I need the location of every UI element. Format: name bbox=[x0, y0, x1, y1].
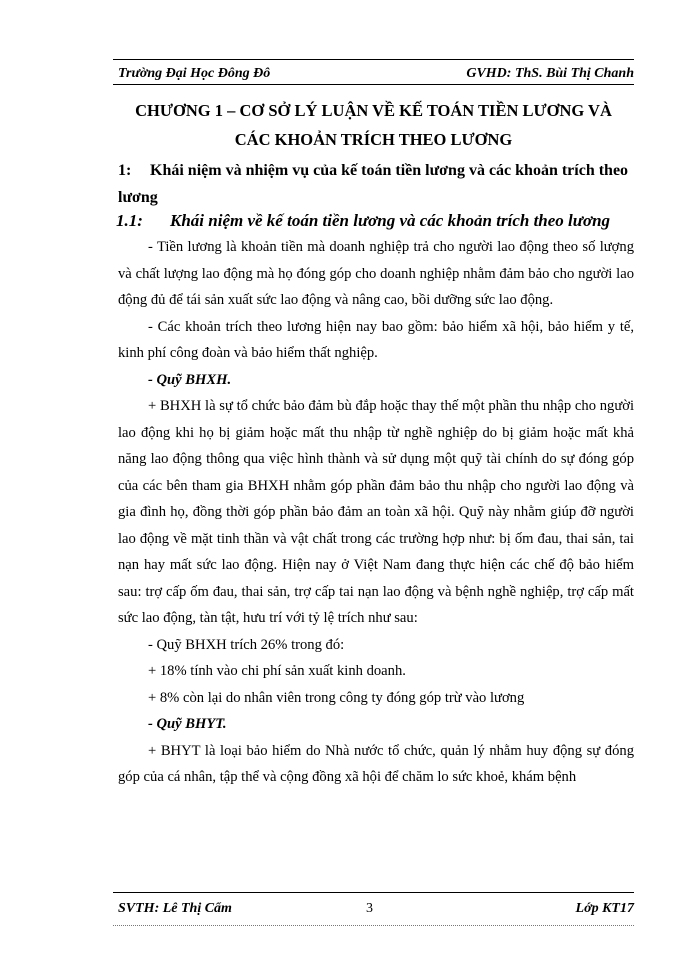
paragraph-deductions: - Các khoản trích theo lương hiện nay bao gồm: bảo hiểm xã hội, bảo hiểm y tế, kinh phí công đoàn và bảo hiểm thất nghiệp. bbox=[118, 318, 634, 361]
section-1-1-number: 1.1: bbox=[116, 211, 143, 230]
paragraph-bhyt: + BHYT là loại bảo hiểm do Nhà nước tổ chức, quản lý nhằm huy động sự đóng góp của cá nhân, tập thể và cộng đồng xã hội để chăm lo sức khoẻ, khám bệnh bbox=[118, 742, 634, 785]
section-1-number: 1: bbox=[118, 162, 132, 179]
header-school: Trường Đại Học Đông Đô bbox=[118, 66, 271, 81]
heading-bhyt: - Quỹ BHYT. bbox=[148, 716, 227, 732]
list-item: - Quỹ BHXH trích 26% trong đó: bbox=[148, 636, 345, 653]
chapter-title-line1: CHƯƠNG 1 – CƠ SỞ LÝ LUẬN VỀ KẾ TOÁN TIỀN LƯƠNG VÀ bbox=[135, 101, 612, 120]
header-advisor: GVHD: ThS. Bùi Thị Chanh bbox=[466, 66, 634, 81]
list-item: + 18% tính vào chi phí sản xuất kinh doanh. bbox=[148, 663, 406, 679]
body-text bbox=[118, 234, 634, 791]
footer-rule-bottom bbox=[113, 925, 634, 926]
section-1-heading bbox=[118, 157, 634, 211]
list-item: + 8% còn lại do nhân viên trong công ty đóng góp trừ vào lương bbox=[148, 689, 525, 706]
footer-class: Lớp KT17 bbox=[575, 901, 634, 916]
section-1-title: Khái niệm và nhiệm vụ của kế toán tiền lương và các khoản trích theo lương bbox=[118, 162, 629, 206]
paragraph-salary-definition: - Tiền lương là khoản tiền mà doanh nghiệp trả cho người lao động theo số lượng và chất lượng lao động mà họ đóng góp cho doanh nghiệp nhằm đảm bảo cho người lao động đủ để tái sản xuất sức lao động và nâng cao, bồi dưỡng sức lao động. bbox=[118, 239, 634, 308]
footer-student: SVTH: Lê Thị Cẩm bbox=[118, 901, 232, 916]
paragraph-bhxh: + BHXH là sự tổ chức bảo đảm bù đắp hoặc thay thế một phần thu nhập cho người lao động khi họ bị giảm hoặc mất thu nhập từ nghề nghiệp do bị giảm hoặc mất khả năng lao động thông qua việc hình thành và sử dụng một quỹ tài chính do sự đóng góp của các bên tham gia BHXH nhằm góp phần đảm bảo thu nhập cho người lao động và gia đình họ, đồng thời góp phần bảo đảm an toàn xã hội. Quỹ này nhằm giúp đỡ người lao động về mặt tinh thần và vật chất trong các trường hợp như: bị ốm đau, thai sản, tai nạn hay mất sức lao động. Hiện nay ở Việt Nam đang thực hiện các chế độ bảo hiểm sau: trợ cấp ốm đau, thai sản, trợ cấp tai nạn lao động và bệnh nghề nghiệp, trợ cấp mất sức lao động, tàn tật, hưu trí với tỷ lệ trích như sau: bbox=[118, 398, 634, 626]
header-rule bbox=[113, 59, 634, 60]
bhxh-rate-list bbox=[118, 632, 634, 712]
heading-bhxh: - Quỹ BHXH. bbox=[148, 371, 232, 388]
section-1-1-title: Khái niệm về kế toán tiền lương và các khoản trích theo lương bbox=[170, 211, 611, 230]
page-number: 3 bbox=[366, 901, 373, 916]
section-1-1-heading bbox=[116, 211, 636, 231]
chapter-title bbox=[113, 96, 634, 154]
header-rule-bottom bbox=[113, 84, 634, 85]
chapter-title-line2: CÁC KHOẢN TRÍCH THEO LƯƠNG bbox=[234, 130, 513, 149]
footer-rule bbox=[113, 892, 634, 893]
